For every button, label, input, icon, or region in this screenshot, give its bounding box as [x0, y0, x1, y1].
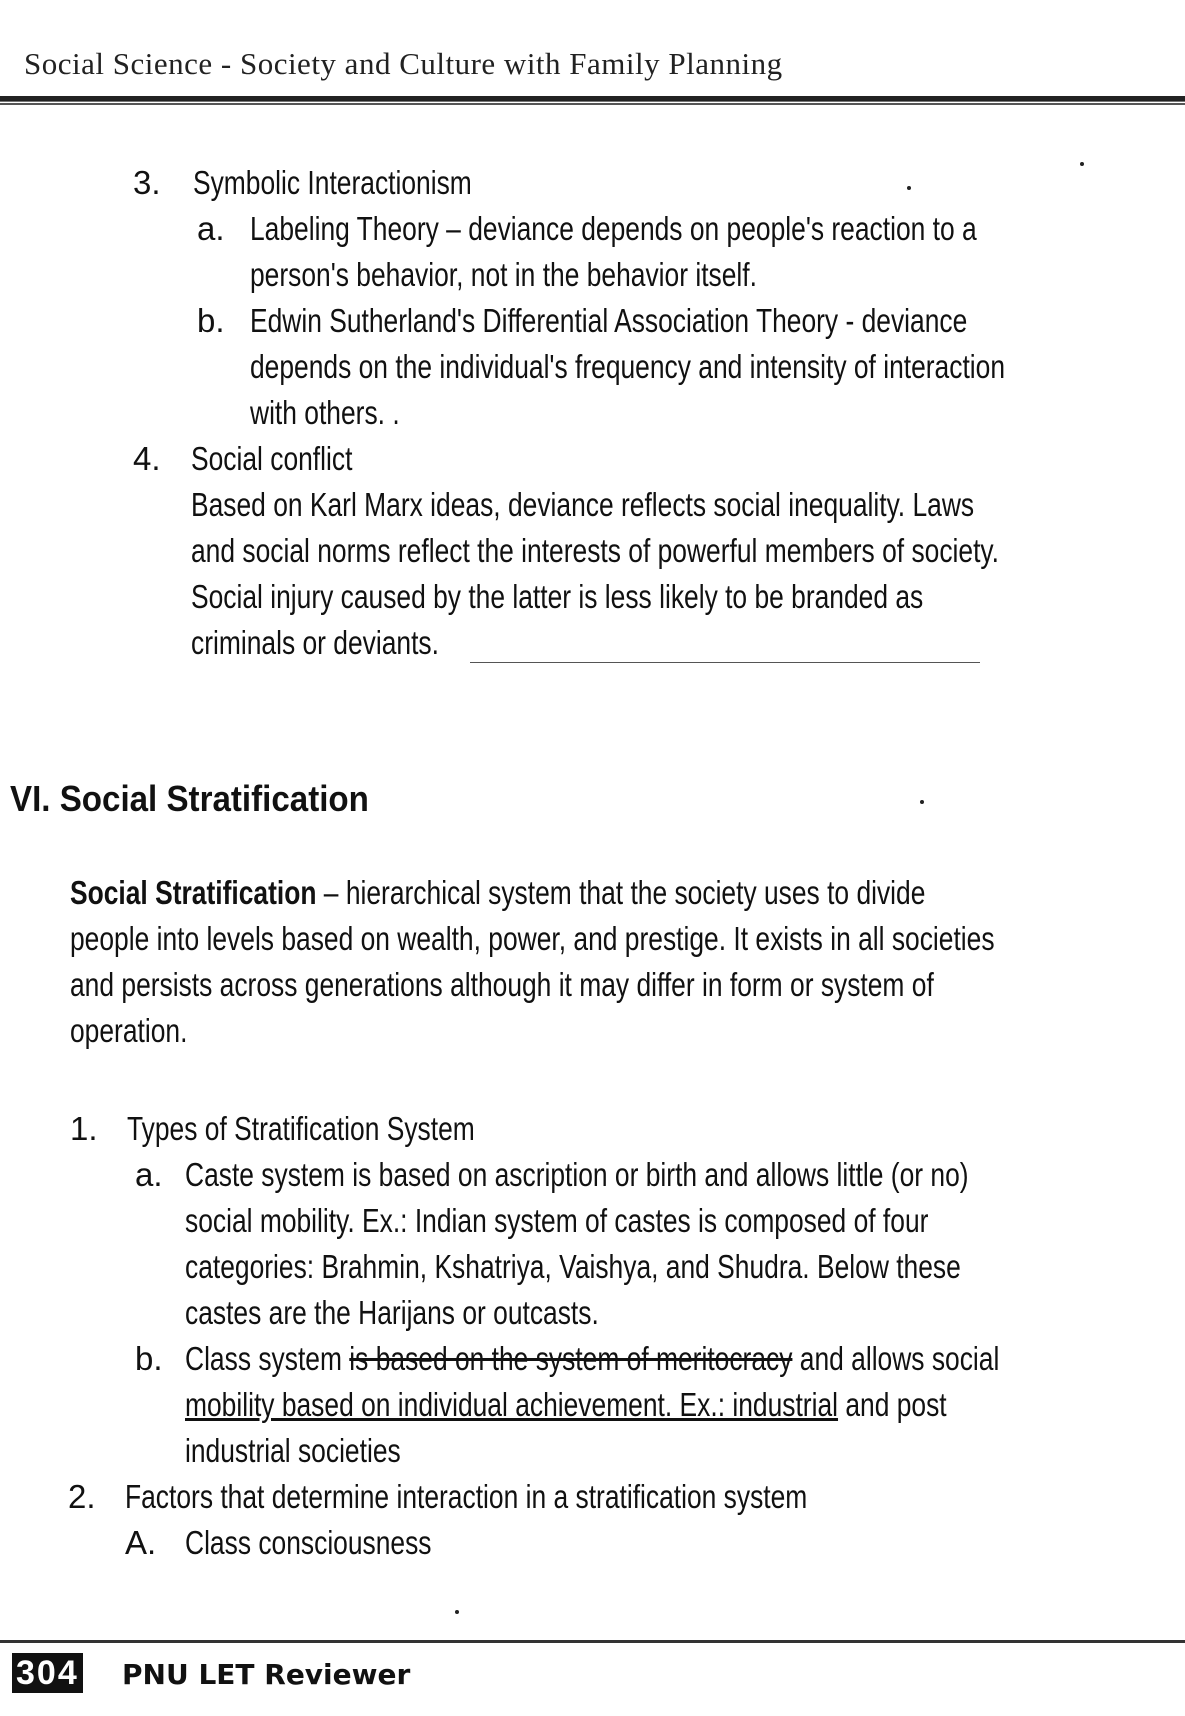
paragraph-line: criminals or deviants.: [191, 624, 439, 661]
paragraph-line: Labeling Theory – deviance depends on people's reaction to a: [250, 210, 977, 247]
text: and allows social: [792, 1340, 1000, 1377]
footer-rule: [0, 1640, 1185, 1643]
list-title: Factors that determine interaction in a stratification system: [125, 1478, 808, 1515]
list-title: Symbolic Interactionism: [193, 164, 472, 201]
paragraph-line: and persists across generations although it may differ in form or system of: [70, 966, 934, 1003]
header-rule-thin: [0, 103, 1185, 105]
list-title: Social conflict: [191, 440, 353, 477]
paragraph-line: person's behavior, not in the behavior itself.: [250, 256, 757, 293]
struck-text: is based on the system of meritocracy: [349, 1340, 793, 1377]
paragraph-line: Caste system is based on ascription or birth and allows little (or no): [185, 1156, 969, 1193]
scan-speck: [920, 800, 924, 804]
page-number: 304: [12, 1653, 83, 1693]
definition-text: – hierarchical system that the society uses to divide: [316, 874, 926, 911]
definition-term: Social Stratification: [70, 874, 317, 911]
paragraph-line: social mobility. Ex.: Indian system of castes is composed of four: [185, 1202, 929, 1239]
text: Class system: [185, 1340, 350, 1377]
paragraph-line: castes are the Harijans or outcasts.: [185, 1294, 599, 1331]
scan-speck: [455, 1610, 459, 1614]
paragraph-line: categories: Brahmin, Kshatriya, Vaishya, and Shudra. Below these: [185, 1248, 961, 1285]
list-number: 4.: [133, 440, 161, 477]
list-number: 2.: [68, 1478, 96, 1515]
scan-speck: [907, 186, 911, 190]
section-heading: VI. Social Stratification: [10, 778, 369, 819]
header-rule: [0, 96, 1185, 102]
paragraph-line: and social norms reflect the interests of powerful members of society.: [191, 532, 999, 569]
paragraph-line: operation.: [70, 1012, 188, 1049]
dotted-rule: [470, 662, 980, 663]
list-number: 1.: [70, 1110, 98, 1147]
list-number: 3.: [133, 164, 161, 201]
paragraph-line: people into levels based on wealth, power, and prestige. It exists in all societies: [70, 920, 995, 957]
list-letter: a.: [135, 1156, 163, 1193]
list-title: Types of Stratification System: [127, 1110, 475, 1147]
underlined-text: mobility based on individual achievement. Ex.: industrial: [185, 1386, 839, 1423]
list-letter: b.: [197, 302, 225, 339]
paragraph-line: [185, 1382, 947, 1428]
text: and post: [838, 1386, 947, 1423]
paragraph-line: Social injury caused by the latter is less likely to be branded as: [191, 578, 924, 615]
list-letter: b.: [135, 1340, 163, 1377]
paragraph-line: Class consciousness: [185, 1524, 432, 1561]
running-header: Social Science - Society and Culture with Family Planning: [24, 46, 783, 81]
paragraph-line: industrial societies: [185, 1432, 401, 1469]
paragraph-line: Edwin Sutherland's Differential Association Theory - deviance: [250, 302, 968, 339]
definition-line: [70, 870, 925, 916]
list-letter: a.: [197, 210, 225, 247]
paragraph-line: depends on the individual's frequency and intensity of interaction: [250, 348, 1006, 385]
scan-speck: [1080, 162, 1084, 166]
paragraph-line: Based on Karl Marx ideas, deviance reflects social inequality. Laws: [191, 486, 975, 523]
paragraph-line: [185, 1336, 999, 1382]
footer-book-title: PNU LET Reviewer: [122, 1658, 411, 1691]
list-letter: A.: [125, 1524, 157, 1561]
paragraph-line: with others. .: [250, 394, 400, 431]
